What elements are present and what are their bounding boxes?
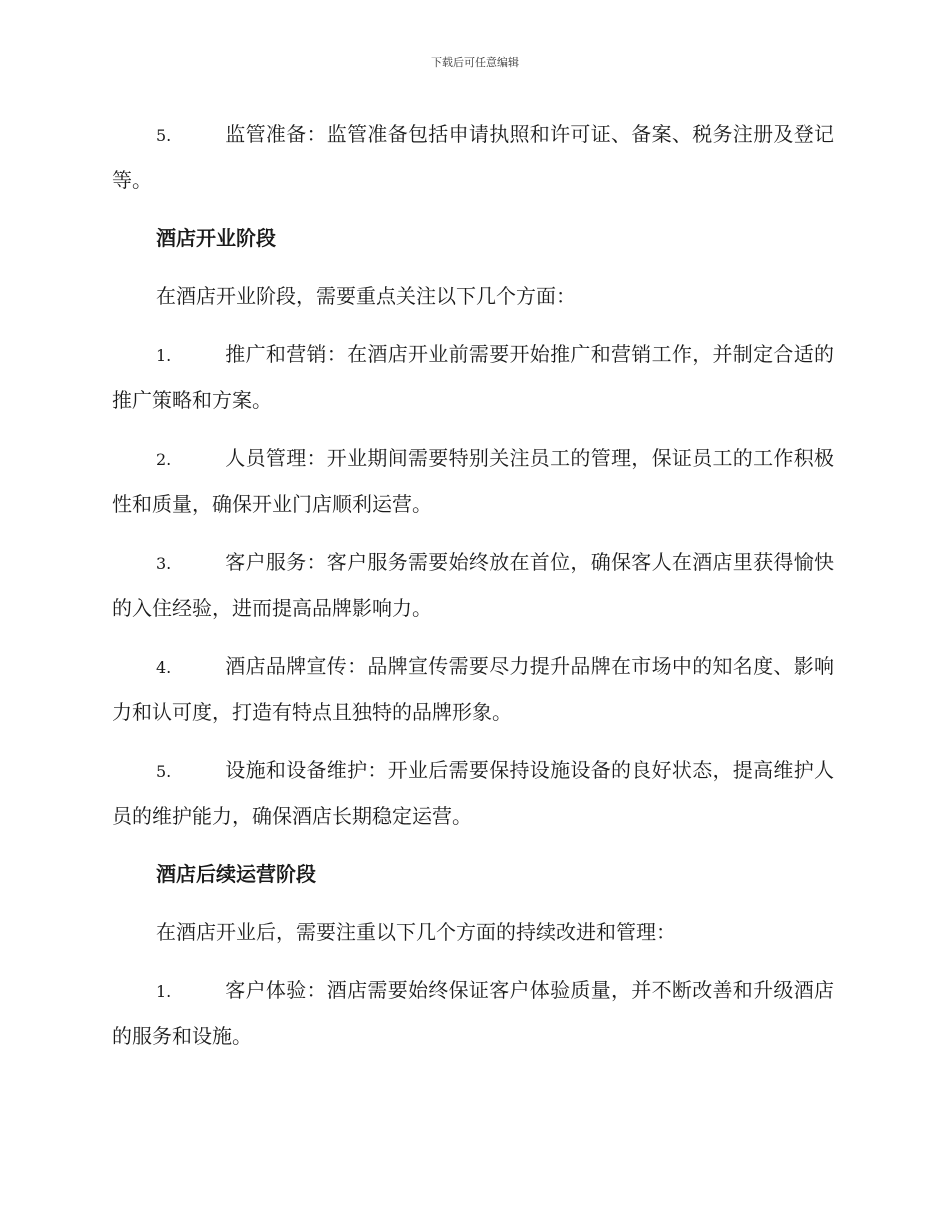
list-number: 4. [156, 658, 172, 677]
list-item-customer-service [112, 540, 834, 631]
list-item-staff [112, 436, 834, 527]
list-number: 5. [156, 762, 172, 781]
list-number: 3. [156, 554, 172, 573]
list-item-text: 人员管理：开业期间需要特别关注员工的管理，保证员工的工作积极性和质量，确保开业门店顺利运营。 [112, 446, 834, 516]
list-number: 1. [156, 346, 172, 365]
list-item-text: 监管准备：监管准备包括申请执照和许可证、备案、税务注册及登记等。 [112, 122, 834, 192]
list-item-customer-experience [112, 968, 834, 1059]
list-item-text: 推广和营销：在酒店开业前需要开始推广和营销工作，并制定合适的推广策略和方案。 [112, 342, 834, 412]
paragraph-opening-intro: 在酒店开业阶段，需要重点关注以下几个方面： [156, 284, 576, 308]
list-item-promotion [112, 332, 834, 423]
list-item-maintenance [112, 748, 834, 839]
section-heading-opening: 酒店开业阶段 [156, 226, 276, 250]
page-header: 下载后可任意编辑 [431, 56, 519, 69]
list-item-regulatory-prep [112, 112, 834, 203]
paragraph-operations-intro: 在酒店开业后，需要注重以下几个方面的持续改进和管理： [156, 920, 676, 944]
list-number: 2. [156, 450, 172, 469]
list-item-text: 客户服务：客户服务需要始终放在首位，确保客人在酒店里获得愉快的入住经验，进而提高品牌影响力。 [112, 550, 834, 620]
list-number: 1. [156, 982, 172, 1001]
section-heading-operations: 酒店后续运营阶段 [156, 862, 316, 886]
list-item-branding [112, 644, 834, 735]
list-item-text: 客户体验：酒店需要始终保证客户体验质量，并不断改善和升级酒店的服务和设施。 [112, 978, 834, 1048]
list-item-text: 酒店品牌宣传：品牌宣传需要尽力提升品牌在市场中的知名度、影响力和认可度，打造有特点且独特的品牌形象。 [112, 654, 834, 724]
list-number: 5. [156, 126, 172, 145]
document-body [112, 112, 834, 1059]
list-item-text: 设施和设备维护：开业后需要保持设施设备的良好状态，提高维护人员的维护能力，确保酒店长期稳定运营。 [112, 758, 834, 828]
